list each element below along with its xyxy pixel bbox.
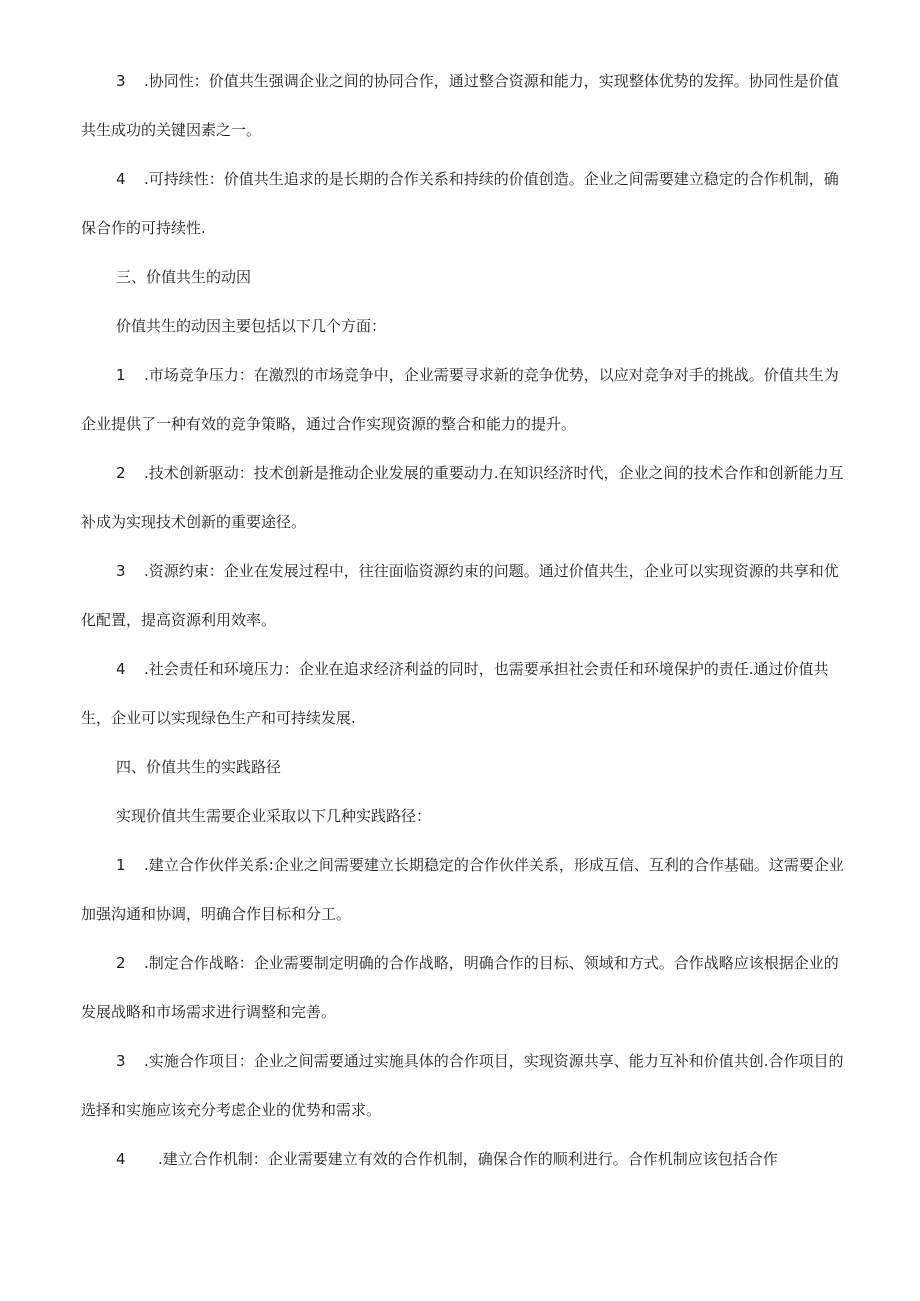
paragraph-text: .资源约束：企业在发展过程中，往往面临资源约束的问题。通过价值共生，企业可以实现资源的共享和优化配置，提高资源利用效率。 <box>81 562 839 629</box>
list-number: 3 <box>116 1052 126 1070</box>
paragraph-text: 实现价值共生需要企业采取以下几种实践路径： <box>116 807 432 825</box>
paragraph-text: .建立合作机制：企业需要建立有效的合作机制，确保合作的顺利进行。合作机制应该包括合作 <box>158 1150 778 1168</box>
paragraph-text: .市场竞争压力：在激烈的市场竞争中，企业需要寻求新的竞争优势，以应对竞争对手的挑战。价值共生为企业提供了一种有效的竞争策略，通过合作实现资源的整合和能力的提升。 <box>81 366 839 433</box>
paragraph-text: 价值共生的动因主要包括以下几个方面： <box>116 317 387 335</box>
list-number: 3 <box>116 72 126 90</box>
list-number: 2 <box>116 464 126 482</box>
list-number: 4 <box>116 170 126 188</box>
paragraph-mechanism <box>81 1135 851 1184</box>
paragraph-text: .技术创新驱动：技术创新是推动企业发展的重要动力.在知识经济时代，企业之间的技术合作和创新能力互补成为实现技术创新的重要途径。 <box>81 464 844 531</box>
list-number: 2 <box>116 954 126 972</box>
paragraph-practice-intro <box>81 792 851 841</box>
paragraph-text: .可持续性：价值共生追求的是长期的合作关系和持续的价值创造。企业之间需要建立稳定的合作机制，确保合作的可持续性. <box>81 170 839 237</box>
paragraph-drivers-intro <box>81 302 851 351</box>
paragraph-synergy <box>81 57 851 155</box>
section-heading-text: 四、价值共生的实践路径 <box>116 758 282 776</box>
paragraph-text: .制定合作战略：企业需要制定明确的合作战略，明确合作的目标、领域和方式。合作战略应该根据企业的发展战略和市场需求进行调整和完善。 <box>81 954 839 1021</box>
paragraph-resource-constraint <box>81 547 851 645</box>
list-number: 4 <box>116 660 126 678</box>
list-number: 4 <box>116 1150 126 1168</box>
list-number: 1 <box>116 856 126 874</box>
paragraph-projects <box>81 1037 851 1135</box>
paragraph-sustainability <box>81 155 851 253</box>
paragraph-text: .建立合作伙伴关系:企业之间需要建立长期稳定的合作伙伴关系，形成互信、互利的合作基础。这需要企业加强沟通和协调，明确合作目标和分工。 <box>81 856 844 923</box>
section-heading-practice <box>81 743 851 792</box>
paragraph-social-responsibility <box>81 645 851 743</box>
list-number: 1 <box>116 366 126 384</box>
list-number: 3 <box>116 562 126 580</box>
paragraph-partnership <box>81 841 851 939</box>
paragraph-text: .实施合作项目：企业之间需要通过实施具体的合作项目，实现资源共享、能力互补和价值共创.合作项目的选择和实施应该充分考虑企业的优势和需求。 <box>81 1052 844 1119</box>
paragraph-strategy <box>81 939 851 1037</box>
section-heading-drivers <box>81 253 851 302</box>
paragraph-text: .协同性：价值共生强调企业之间的协同合作，通过整合资源和能力，实现整体优势的发挥。协同性是价值共生成功的关键因素之一。 <box>81 72 839 139</box>
paragraph-text: .社会责任和环境压力：企业在追求经济利益的同时，也需要承担社会责任和环境保护的责任.通过价值共生，企业可以实现绿色生产和可持续发展. <box>81 660 829 727</box>
paragraph-market-pressure <box>81 351 851 449</box>
section-heading-text: 三、价值共生的动因 <box>116 268 252 286</box>
paragraph-tech-innovation <box>81 449 851 547</box>
